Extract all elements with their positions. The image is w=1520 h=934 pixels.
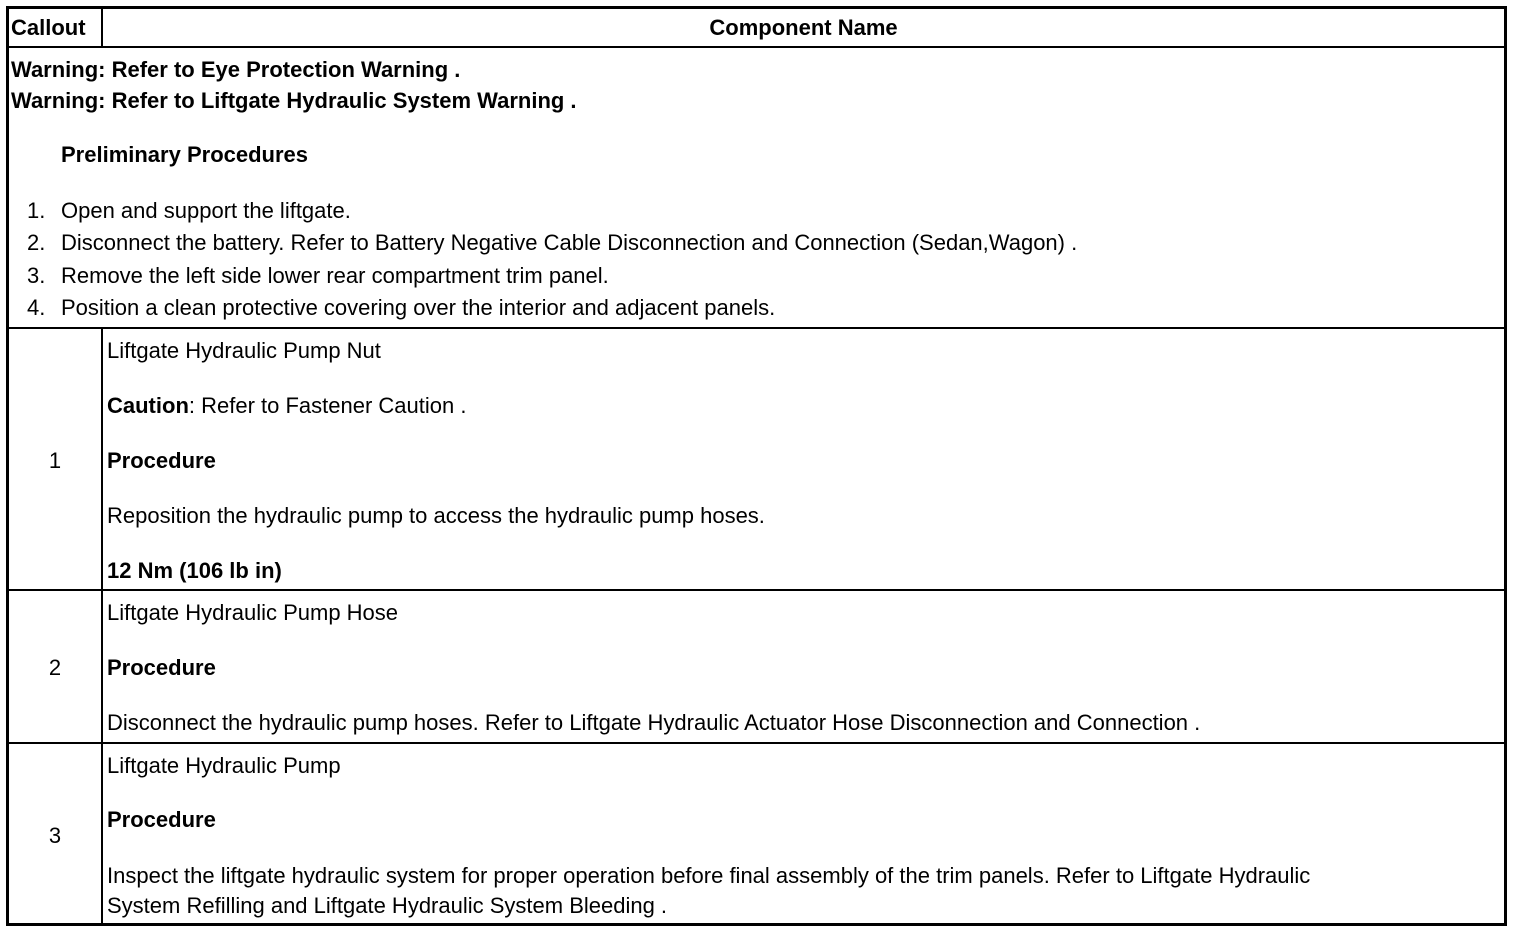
preliminary-heading: Preliminary Procedures <box>61 142 309 167</box>
row3-procedure-label: Procedure <box>107 807 216 832</box>
row1-procedure-label: Procedure <box>107 448 216 473</box>
procedure-table <box>6 6 1507 926</box>
callout-column-header: Callout <box>11 15 86 40</box>
row1-caution <box>107 393 466 419</box>
row2-component-name: Liftgate Hydraulic Pump Hose <box>107 600 399 625</box>
warning-hydraulic-system: Warning: Refer to Liftgate Hydraulic System Warning . <box>11 88 577 113</box>
row3-procedure-text-line2: System Refilling and Liftgate Hydraulic System Bleeding . <box>107 893 668 918</box>
row3-callout: 3 <box>48 823 62 848</box>
warning-eye-protection: Warning: Refer to Eye Protection Warning . <box>11 57 461 82</box>
row1-procedure-text: Reposition the hydraulic pump to access the hydraulic pump hoses. <box>107 503 765 528</box>
step-number: 1. <box>27 198 46 223</box>
row1-torque: 12 Nm (106 lb in) <box>107 558 282 583</box>
column-divider <box>101 327 103 926</box>
caution-text: : Refer to Fastener Caution . <box>188 393 467 418</box>
row2-divider <box>9 742 1504 744</box>
header-divider <box>9 46 1504 48</box>
step-number: 3. <box>27 263 46 288</box>
row3-procedure-text-line1: Inspect the liftgate hydraulic system for proper operation before final assembly of the trim panels. Refer to Liftgate Hydraulic <box>107 863 1311 888</box>
step-text: Remove the left side lower rear compartment trim panel. <box>61 263 609 288</box>
step-number: 4. <box>27 295 46 320</box>
row3-component-name: Liftgate Hydraulic Pump <box>107 753 341 778</box>
row1-divider <box>9 589 1504 591</box>
component-name-column-header: Component Name <box>709 15 898 40</box>
row2-procedure-text: Disconnect the hydraulic pump hoses. Refer to Liftgate Hydraulic Actuator Hose Disconnection and Connection . <box>107 710 1201 735</box>
step-text: Position a clean protective covering over the interior and adjacent panels. <box>61 295 776 320</box>
row1-callout: 1 <box>48 448 62 473</box>
row2-procedure-label: Procedure <box>107 655 216 680</box>
caution-label: Caution <box>107 393 189 418</box>
preliminary-divider <box>9 327 1504 329</box>
step-text: Disconnect the battery. Refer to Battery Negative Cable Disconnection and Connection (Sedan,Wagon) . <box>61 230 1078 255</box>
row2-callout: 2 <box>48 655 62 680</box>
step-number: 2. <box>27 230 46 255</box>
row1-component-name: Liftgate Hydraulic Pump Nut <box>107 338 381 363</box>
step-text: Open and support the liftgate. <box>61 198 351 223</box>
